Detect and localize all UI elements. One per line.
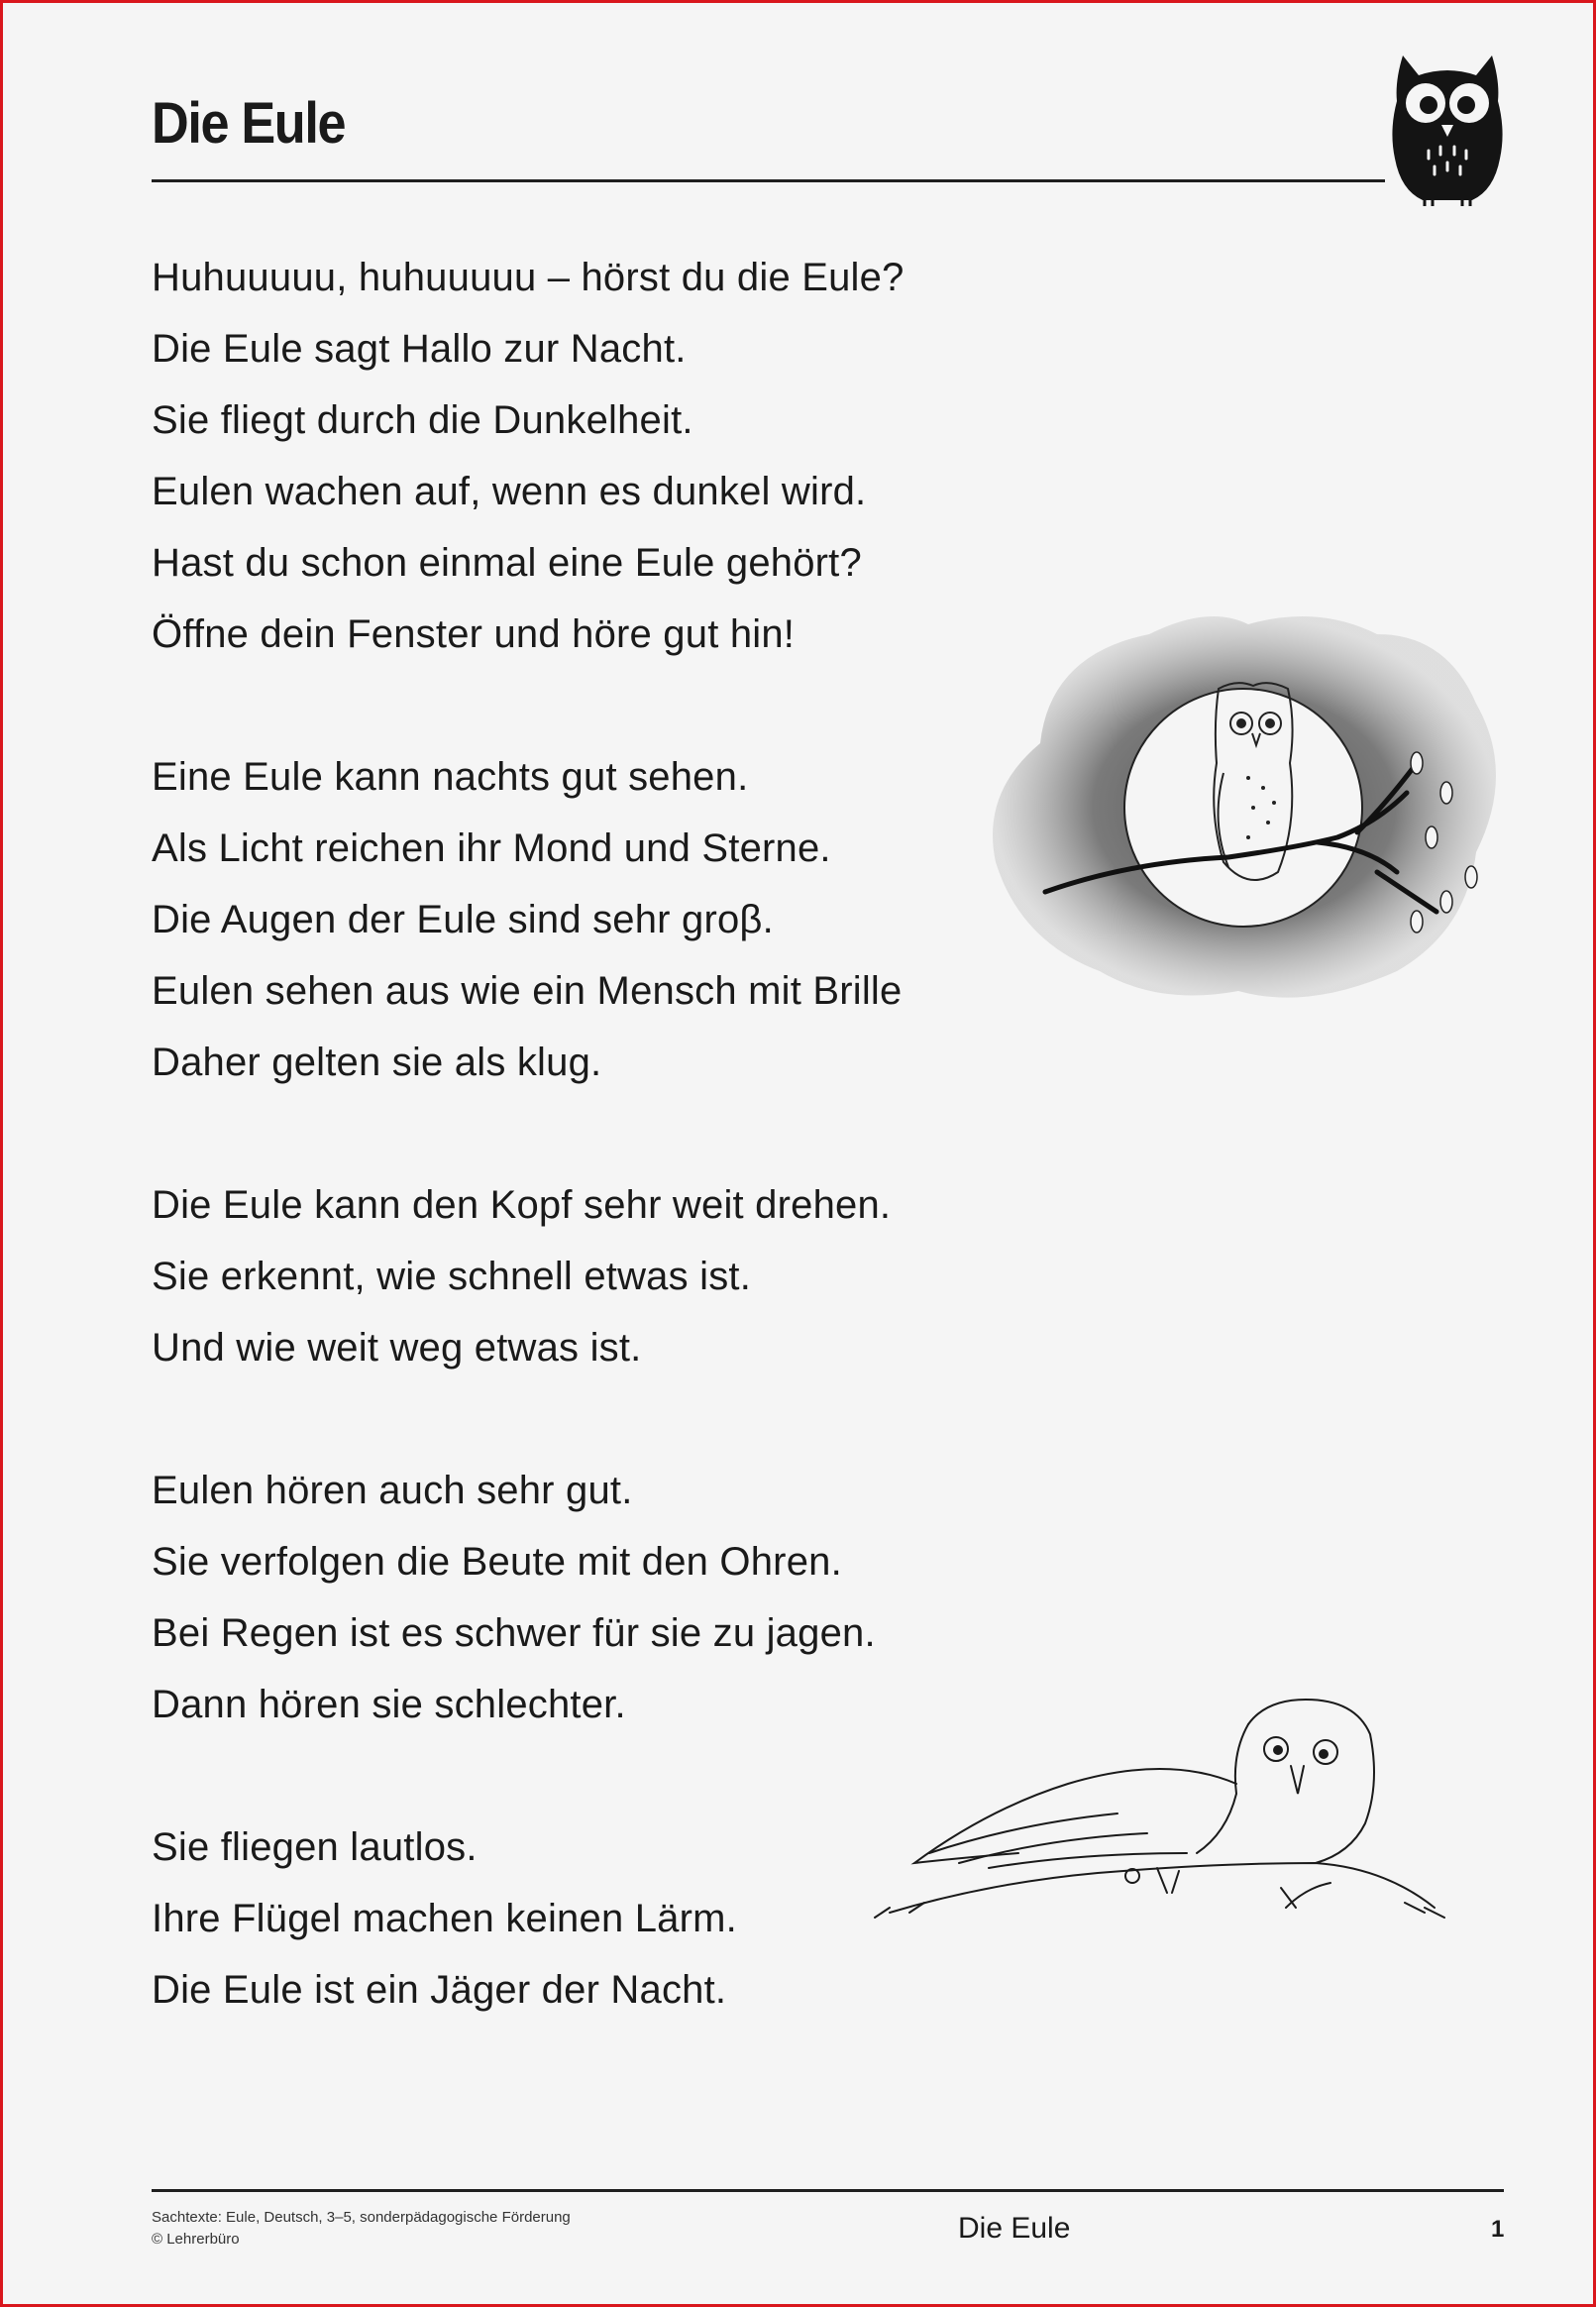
poem-line: Als Licht reichen ihr Mond und Sterne. bbox=[152, 826, 831, 870]
footer-source-line: Sachtexte: Eule, Deutsch, 3–5, sonderpädagogische Förderung bbox=[152, 2209, 571, 2226]
owl-icon bbox=[1389, 52, 1506, 206]
poem-line: Eine Eule kann nachts gut sehen. bbox=[152, 755, 749, 799]
poem-line: Die Eule ist ein Jäger der Nacht. bbox=[152, 1968, 727, 2012]
poem-line: Daher gelten sie als klug. bbox=[152, 1041, 602, 1084]
owl-on-branch-moon-illustration bbox=[981, 595, 1506, 1001]
footer-title: Die Eule bbox=[958, 2212, 1071, 2245]
footer-copyright: © Lehrerbüro bbox=[152, 2231, 240, 2248]
owl-on-ground-illustration bbox=[870, 1695, 1449, 1942]
poem-line: Und wie weit weg etwas ist. bbox=[152, 1326, 642, 1370]
poem-line: Öffne dein Fenster und höre gut hin! bbox=[152, 612, 796, 656]
poem-line: Huhuuuuu, huhuuuuu – hörst du die Eule? bbox=[152, 256, 904, 299]
page-number: 1 bbox=[1491, 2216, 1505, 2243]
title-divider bbox=[152, 179, 1385, 182]
footer-source bbox=[152, 2207, 571, 2251]
poem-line: Die Augen der Eule sind sehr groβ. bbox=[152, 898, 774, 941]
poem-line: Die Eule sagt Hallo zur Nacht. bbox=[152, 327, 687, 371]
page-title: Die Eule bbox=[152, 91, 346, 156]
poem-line: Sie verfolgen die Beute mit den Ohren. bbox=[152, 1540, 842, 1584]
stanza-3 bbox=[152, 1169, 1043, 1383]
poem-line: Sie fliegen lautlos. bbox=[152, 1825, 478, 1869]
poem-line: Eulen sehen aus wie ein Mensch mit Brille bbox=[152, 969, 903, 1013]
poem-line: Bei Regen ist es schwer für sie zu jagen. bbox=[152, 1611, 876, 1655]
stanza-1 bbox=[152, 242, 1043, 670]
poem-line: Die Eule kann den Kopf sehr weit drehen. bbox=[152, 1183, 892, 1227]
poem-line: Eulen wachen auf, wenn es dunkel wird. bbox=[152, 470, 867, 513]
poem-line: Hast du schon einmal eine Eule gehört? bbox=[152, 541, 862, 585]
poem-line: Sie erkennt, wie schnell etwas ist. bbox=[152, 1255, 752, 1298]
poem-line: Dann hören sie schlechter. bbox=[152, 1683, 626, 1726]
footer-divider bbox=[152, 2189, 1504, 2192]
stanza-2 bbox=[152, 741, 1043, 1098]
poem-line: Ihre Flügel machen keinen Lärm. bbox=[152, 1897, 737, 1940]
poem-line: Eulen hören auch sehr gut. bbox=[152, 1469, 633, 1512]
poem-line: Sie fliegt durch die Dunkelheit. bbox=[152, 398, 693, 442]
